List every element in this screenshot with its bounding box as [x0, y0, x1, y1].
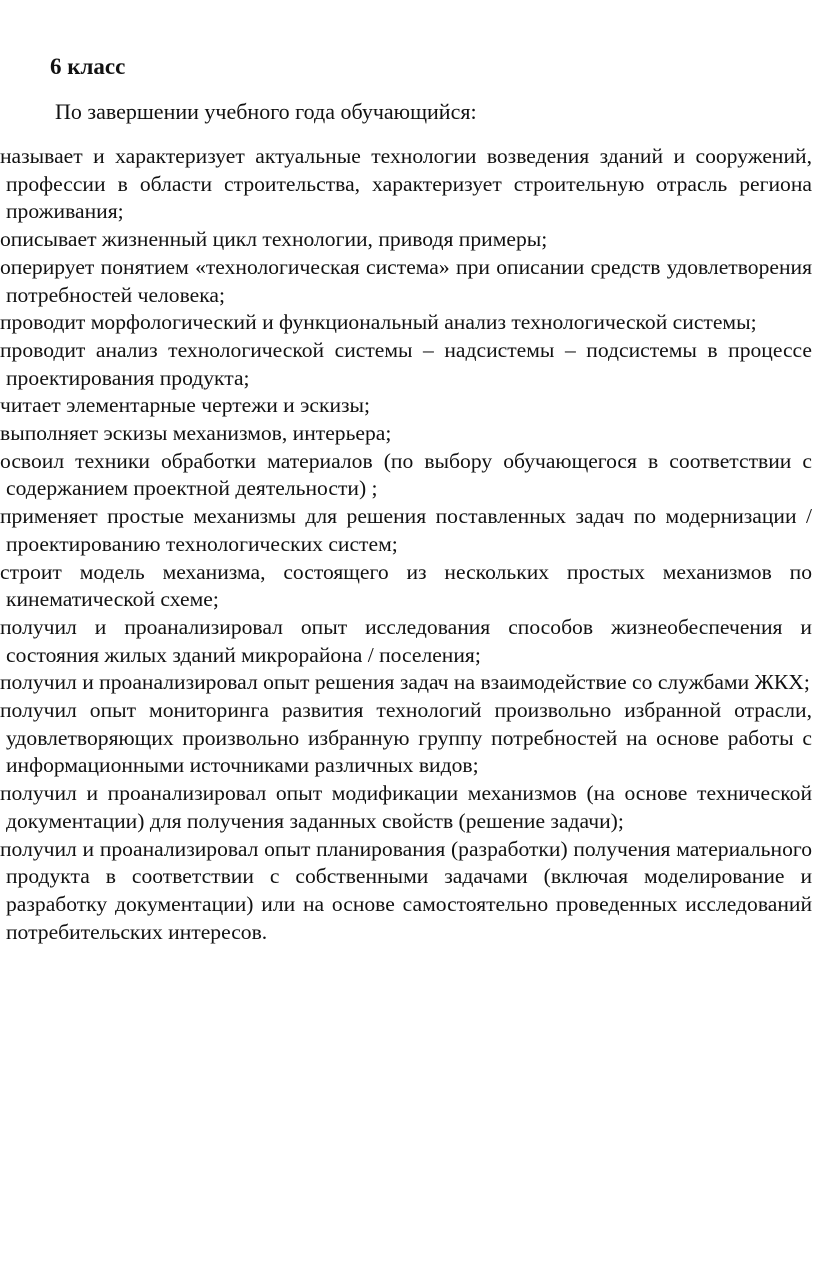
learning-outcomes-list: [0, 143, 812, 946]
grade-heading: 6 класс: [50, 54, 126, 79]
outcome-item: проводит анализ технологической системы – надсистемы – подсистемы в процессе проектирования продукта;: [0, 337, 812, 390]
outcome-item: получил и проанализировал опыт решения задач на взаимодействие со службами ЖКХ;: [0, 670, 810, 695]
outcome-item: получил и проанализировал опыт модификации механизмов (на основе технической документации) для получения заданных свойств (решение задачи);: [0, 781, 812, 833]
outcome-item: называет и характеризует актуальные технологии возведения зданий и сооружений, профессии в области строительства, характеризует строительную отрасль региона проживания;: [0, 144, 812, 224]
outcome-item: получил опыт мониторинга развития технологий произвольно избранной отрасли, удовлетворяющих произвольно избранную группу потребностей на основе работы с информационными источниками различных видов;: [0, 698, 812, 778]
outcome-item: проводит морфологический и функциональный анализ технологической системы;: [0, 310, 757, 335]
outcome-item: описывает жизненный цикл технологии, приводя примеры;: [0, 227, 548, 252]
outcome-item: применяет простые механизмы для решения поставленных задач по модернизации / проектированию технологических систем;: [0, 504, 812, 556]
outcome-item: читает элементарные чертежи и эскизы;: [0, 393, 371, 418]
outcome-item: получил и проанализировал опыт планирования (разработки) получения материального продукта в соответствии с собственными задачами (включая моделирование и разработку документации) или на основе самостоятельно проведенных исследований потребительских интересов.: [0, 836, 812, 944]
intro-text: По завершении учебного года обучающийся:: [55, 99, 477, 124]
outcome-item: получил и проанализировал опыт исследования способов жизнеобеспечения и состояния жилых зданий микрорайона / поселения;: [0, 614, 812, 667]
outcome-item: строит модель механизма, состоящего из нескольких простых механизмов по кинематической схеме;: [0, 559, 812, 612]
outcome-item: освоил техники обработки материалов (по выбору обучающегося в соответствии с содержанием проектной деятельности) ;: [0, 448, 812, 501]
outcome-item: оперирует понятием «технологическая система» при описании средств удовлетворения потребностей человека;: [0, 254, 812, 307]
outcome-item: выполняет эскизы механизмов, интерьера;: [0, 421, 392, 446]
